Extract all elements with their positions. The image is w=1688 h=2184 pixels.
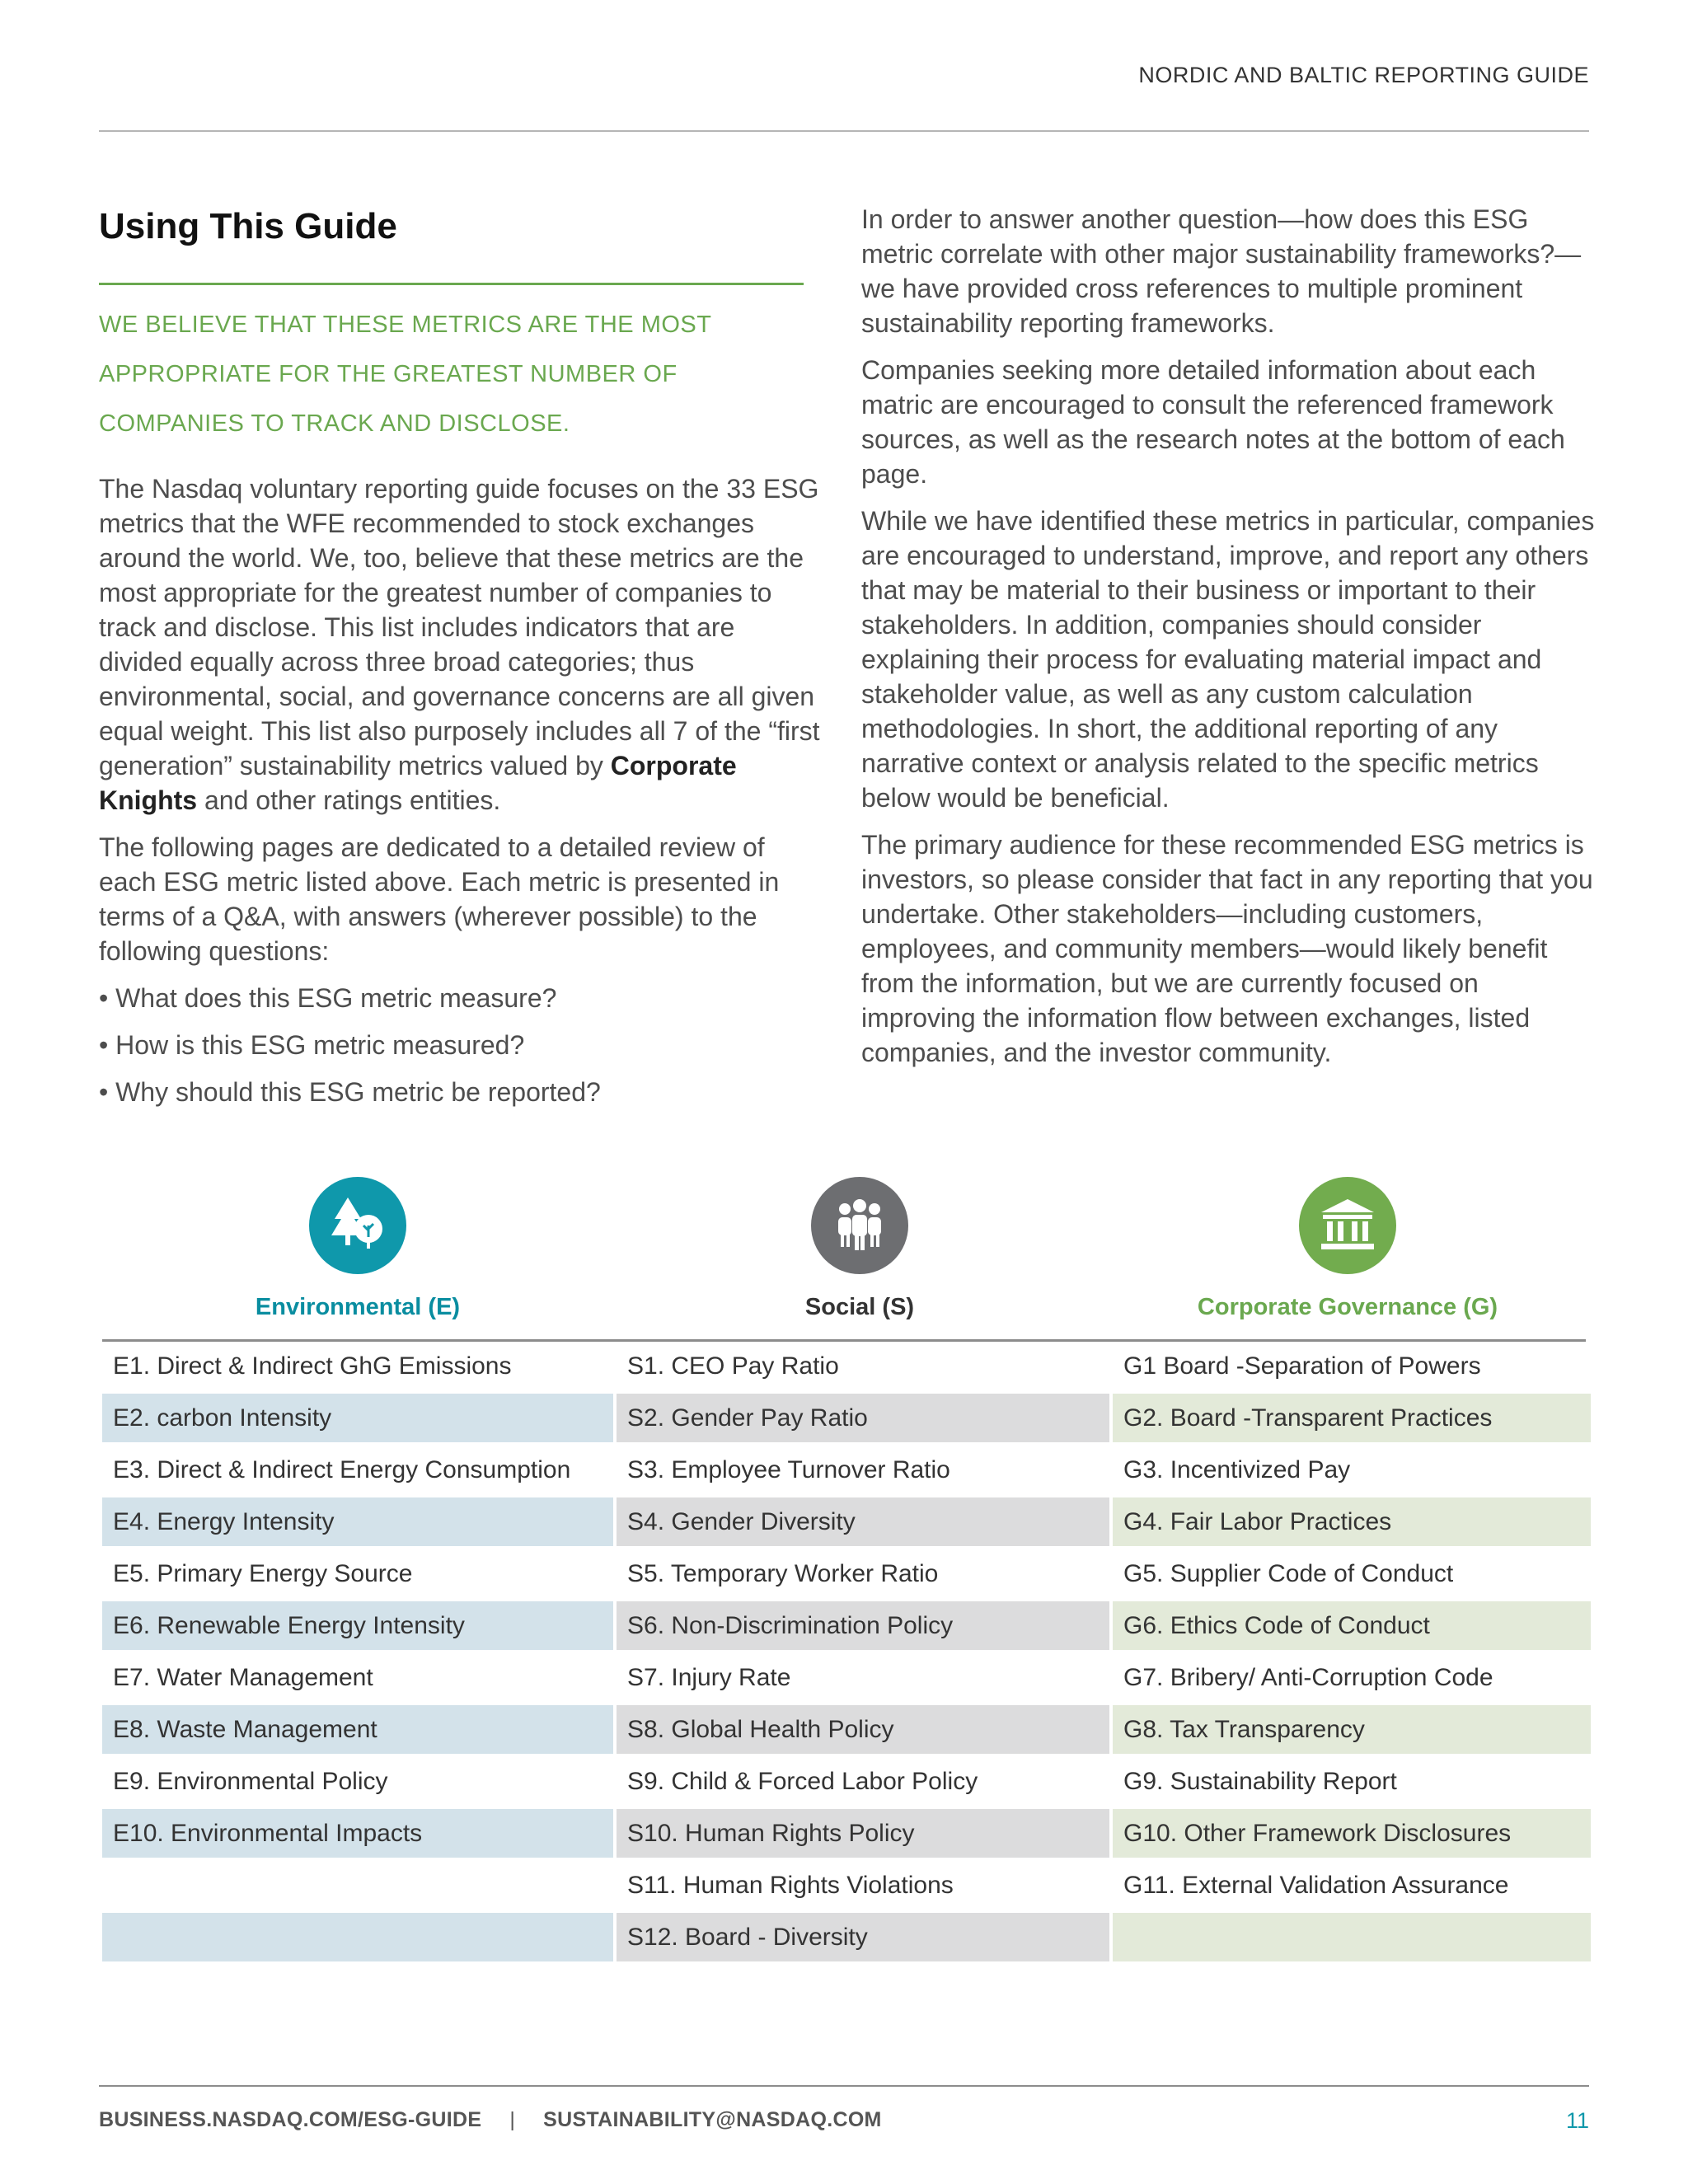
category-label: Environmental (E) (255, 1294, 461, 1320)
governance-metric: G10. Other Framework Disclosures (1113, 1809, 1591, 1861)
table-row (102, 1446, 1591, 1497)
social-metric: S12. Board - Diversity (617, 1913, 1109, 1965)
footer-separator: | (509, 2108, 516, 2131)
social-metric: S7. Injury Rate (617, 1653, 1109, 1705)
social-metric: S5. Temporary Worker Ratio (617, 1549, 1109, 1601)
body-paragraph: Companies seeking more detailed information about each matric are encouraged to consult the referenced framework sources, as well as the research notes at the bottom of each page. (861, 355, 1565, 489)
governance-metric: G6. Ethics Code of Conduct (1113, 1601, 1591, 1653)
building-icon (1299, 1177, 1396, 1274)
website-link[interactable]: BUSINESS.NASDAQ.COM/ESG-GUIDE (99, 2108, 482, 2131)
bullet-item: • How is this ESG metric measured? (99, 1030, 525, 1060)
corporate-knights-text: Corporate Knights (99, 751, 737, 815)
trees-icon (309, 1177, 406, 1274)
governance-metric: G2. Board -Transparent Practices (1113, 1394, 1591, 1446)
category-label: Corporate Governance (G) (1197, 1294, 1498, 1320)
left-column (99, 202, 824, 1122)
intro-text: The Nasdaq voluntary reporting guide focuses on the 33 ESG metrics that the WFE recommended to stock exchanges around the world. We, too, believe that these metrics are the most appropriate for the greatest number of companies to track and disclose. This list includes indicators that are divided equally across three broad categories; thus environmental, social, and governance concerns are all given equal weight. This list also purposely includes all 7 of the “first generation” sustainability metrics valued by (99, 474, 820, 780)
environmental-metric: E1. Direct & Indirect GhG Emissions (102, 1342, 613, 1394)
environmental-metric: E9. Environmental Policy (102, 1757, 613, 1809)
right-column (861, 202, 1595, 1082)
intro-text-end: and other ratings entities. (197, 785, 501, 815)
social-metric: S4. Gender Diversity (617, 1497, 1109, 1549)
social-metric: S3. Employee Turnover Ratio (617, 1446, 1109, 1497)
footer-divider (99, 2085, 1589, 2087)
footer-links (99, 2108, 882, 2132)
body-paragraph: The primary audience for these recommended ESG metrics is investors, so please consider that fact in any reporting that you undertake. Other stakeholders—including customers, employees, and community members—would likely benefit from the information, but we are currently focused on improving the information flow between exchanges, listed companies, and the investor community. (861, 830, 1593, 1067)
environmental-metric (102, 1861, 613, 1913)
pull-quote (99, 300, 824, 448)
table-row (102, 1757, 1591, 1809)
pull-quote-line: WE BELIEVE THAT THESE METRICS ARE THE MOST (99, 312, 712, 338)
social-metric: S2. Gender Pay Ratio (617, 1394, 1109, 1446)
environmental-metric: E3. Direct & Indirect Energy Consumption (102, 1446, 613, 1497)
bullet-item: • Why should this ESG metric be reported? (99, 1077, 601, 1107)
table-row (102, 1549, 1591, 1601)
category-label: Social (S) (804, 1294, 915, 1320)
table-row (102, 1653, 1591, 1705)
social-metric: S6. Non-Discrimination Policy (617, 1601, 1109, 1653)
page-number: 11 (1565, 2108, 1589, 2133)
environmental-metric: E8. Waste Management (102, 1705, 613, 1757)
social-metric: S10. Human Rights Policy (617, 1809, 1109, 1861)
esg-metrics-table (99, 1342, 1594, 1965)
pull-quote-line: APPROPRIATE FOR THE GREATEST NUMBER OF (99, 361, 678, 387)
table-row (102, 1601, 1591, 1653)
social-metric: S9. Child & Forced Labor Policy (617, 1757, 1109, 1809)
governance-metric: G8. Tax Transparency (1113, 1705, 1591, 1757)
environmental-metric: E10. Environmental Impacts (102, 1809, 613, 1861)
governance-metric: G11. External Validation Assurance (1113, 1861, 1591, 1913)
environmental-metric: E7. Water Management (102, 1653, 613, 1705)
body-paragraph: In order to answer another question—how does this ESG metric correlate with other major sustainability frameworks?—we have provided cross references to multiple prominent sustainability reporting frameworks. (861, 204, 1582, 338)
table-row (102, 1497, 1591, 1549)
intro-paragraph (99, 471, 824, 818)
email-link[interactable]: SUSTAINABILITY@NASDAQ.COM (543, 2108, 882, 2131)
table-row (102, 1705, 1591, 1757)
governance-metric: G3. Incentivized Pay (1113, 1446, 1591, 1497)
pull-quote-line: COMPANIES TO TRACK AND DISCLOSE. (99, 410, 570, 437)
category-environmental (110, 1177, 605, 1321)
environmental-metric: E4. Energy Intensity (102, 1497, 613, 1549)
governance-metric: G4. Fair Labor Practices (1113, 1497, 1591, 1549)
bullet-item: • What does this ESG metric measure? (99, 983, 557, 1013)
table-row (102, 1342, 1591, 1394)
social-metric: S11. Human Rights Violations (617, 1861, 1109, 1913)
governance-metric: G1 Board -Separation of Powers (1113, 1342, 1591, 1394)
qa-paragraph: The following pages are dedicated to a detailed review of each ESG metric listed above. Each metric is presented in terms of a Q&A, with answers (wherever possible) to the following questions: (99, 832, 780, 966)
social-metric: S1. CEO Pay Ratio (617, 1342, 1109, 1394)
environmental-metric (102, 1913, 613, 1965)
category-social (612, 1177, 1107, 1321)
table-row (102, 1809, 1591, 1861)
category-governance (1100, 1177, 1595, 1321)
title-underline (99, 283, 804, 285)
table-row (102, 1913, 1591, 1965)
header-title: NORDIC AND BALTIC REPORTING GUIDE (1138, 63, 1589, 87)
governance-metric: G5. Supplier Code of Conduct (1113, 1549, 1591, 1601)
table-row (102, 1394, 1591, 1446)
people-icon (811, 1177, 908, 1274)
environmental-metric: E5. Primary Energy Source (102, 1549, 613, 1601)
governance-metric (1113, 1913, 1591, 1965)
table-row (102, 1861, 1591, 1913)
environmental-metric: E6. Renewable Energy Intensity (102, 1601, 613, 1653)
governance-metric: G7. Bribery/ Anti-Corruption Code (1113, 1653, 1591, 1705)
environmental-metric: E2. carbon Intensity (102, 1394, 613, 1446)
social-metric: S8. Global Health Policy (617, 1705, 1109, 1757)
body-paragraph: While we have identified these metrics in particular, companies are encouraged to understand, improve, and report any others that may be material to their business or important to their stakeholders. In addition, companies should consider explaining their process for evaluating material impact and stakeholder value, as well as any custom calculation methodologies. In short, the additional reporting of any narrative context or analysis related to the specific metrics below would be beneficial. (861, 506, 1595, 813)
governance-metric: G9. Sustainability Report (1113, 1757, 1591, 1809)
header-divider (99, 130, 1589, 132)
section-title: Using This Guide (99, 206, 397, 246)
